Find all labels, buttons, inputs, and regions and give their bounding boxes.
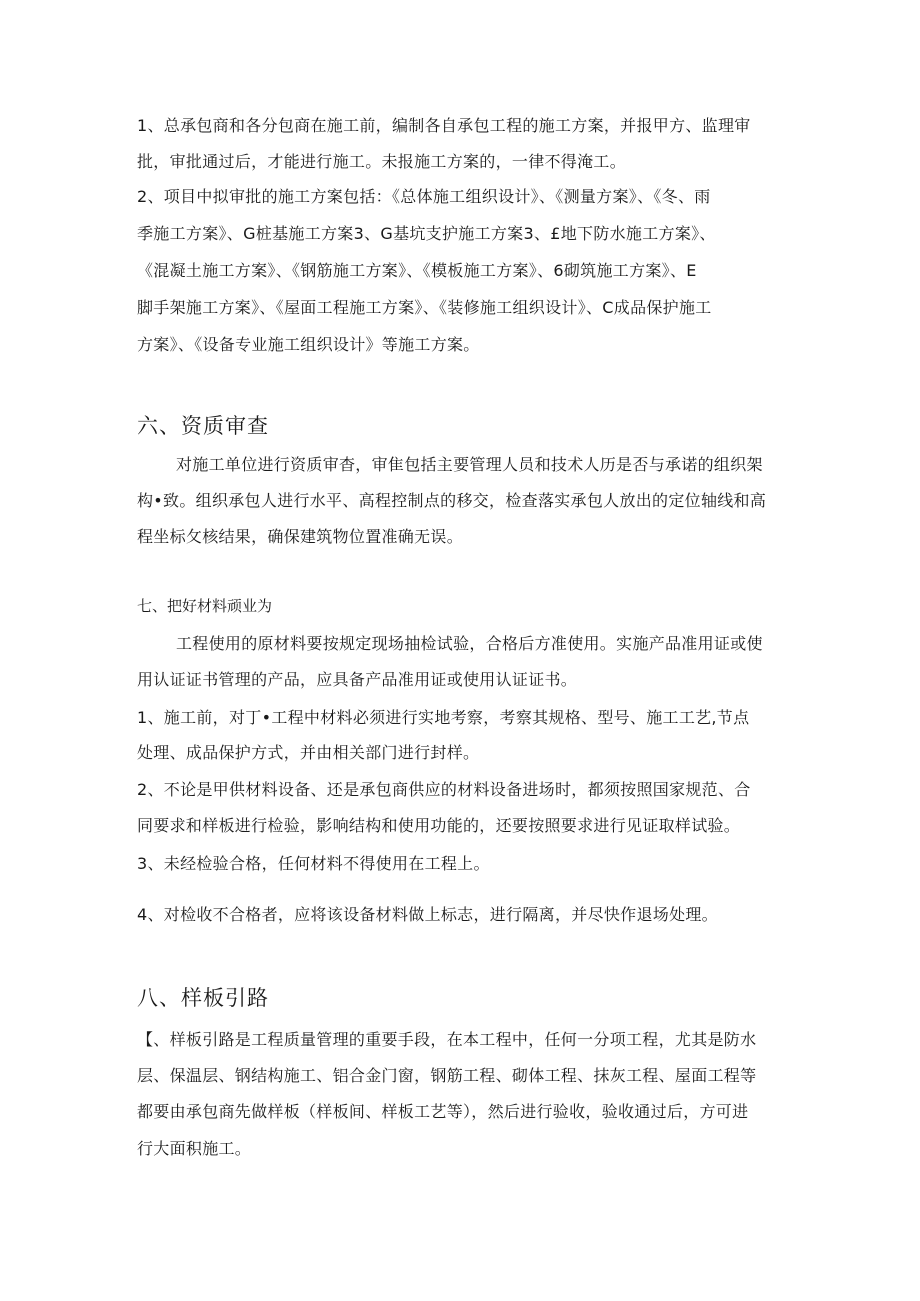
text-line: 层、保温层、钢结构施工、铝合金门窗，钢筋工程、砌体工程、抹灰工程、屋面工程等 bbox=[137, 1066, 757, 1085]
text-line: 批，审批通过后，才能进行施工。未报施工方案的，一律不得淹工。 bbox=[137, 152, 627, 171]
section-7-item-4: 4、对检收不合格者，应将该设备材料做上标志，进行隔离，并尽快作退场处理。 bbox=[137, 905, 718, 924]
text-line: 2、项目中拟审批的施工方案包括：《总体施工组织设计》、《测量方案》、《冬、雨 bbox=[137, 187, 711, 206]
text-line: 【、样板引路是工程质量管理的重要手段，在本工程中，任何一分项工程，尤其是防水 bbox=[137, 1030, 757, 1049]
text-line: 2、不论是甲供材料设备、还是承包商供应的材料设备进场时，都须按照国家规范、合 bbox=[137, 780, 751, 799]
text-line: 1、总承包商和各分包商在施工前，编制各自承包工程的施工方案，并报甲方、监理审 bbox=[137, 116, 751, 135]
text-line: 同要求和样板进行检验，影响结构和使用功能的，还要按照要求进行见证取样试验。 bbox=[137, 816, 741, 835]
text-line: 程坐标攵核结果，确保建筑物位置准确无误。 bbox=[137, 527, 464, 546]
text-line: 1、施工前，对丁•工程中材料必须进行实地考察，考察其规格、型号、施工工艺,节点 bbox=[137, 708, 750, 727]
section-6-heading: 六、资质审查 bbox=[137, 414, 269, 438]
text-line: 构•致。组织承包人进行水平、高程控制点的移交，检查落实承包人放出的定位轴线和高 bbox=[137, 491, 767, 510]
text-line: 季施工方案》、G桩基施工方案3、G基坑支护施工方案3、£地下防水施工方案》、 bbox=[137, 224, 716, 243]
text-line: 用认证证书管理的产品，应具备产品准用证或使用认证证书。 bbox=[137, 670, 578, 689]
text-line: 工程使用的原材料要按规定现场抽检试验，合格后方准使用。实施产品准用证或使 bbox=[176, 634, 763, 653]
section-7-heading: 七、把好材料顽业为 bbox=[137, 597, 273, 615]
text-line: 行大面积施工。 bbox=[137, 1139, 252, 1158]
text-line: 《混凝土施工方案》、《钢筋施工方案》、《模板施工方案》、6砌筑施工方案》、E bbox=[137, 261, 697, 280]
text-line: 处理、成品保护方式，并由相关部门进行封样。 bbox=[137, 743, 480, 762]
text-line: 脚手架施工方案》、《屋面工程施工方案》、《装修施工组织设计》、C成品保护施工 bbox=[137, 298, 712, 317]
text-line: 都要由承包商先做样板（样板间、样板工艺等），然后进行验收，验收通过后，方可进 bbox=[137, 1102, 749, 1121]
section-7-item-3: 3、未经检验合格，任何材料不得使用在工程上。 bbox=[137, 854, 490, 873]
section-8-heading: 八、样板引路 bbox=[137, 986, 269, 1010]
text-line: 对施工单位进行资质审杳，审隹包括主要管理人员和技术人历是否与承诺的组织架 bbox=[176, 455, 763, 474]
text-line: 方案》、《设备专业施工组织设计》等施工方案。 bbox=[137, 335, 480, 354]
